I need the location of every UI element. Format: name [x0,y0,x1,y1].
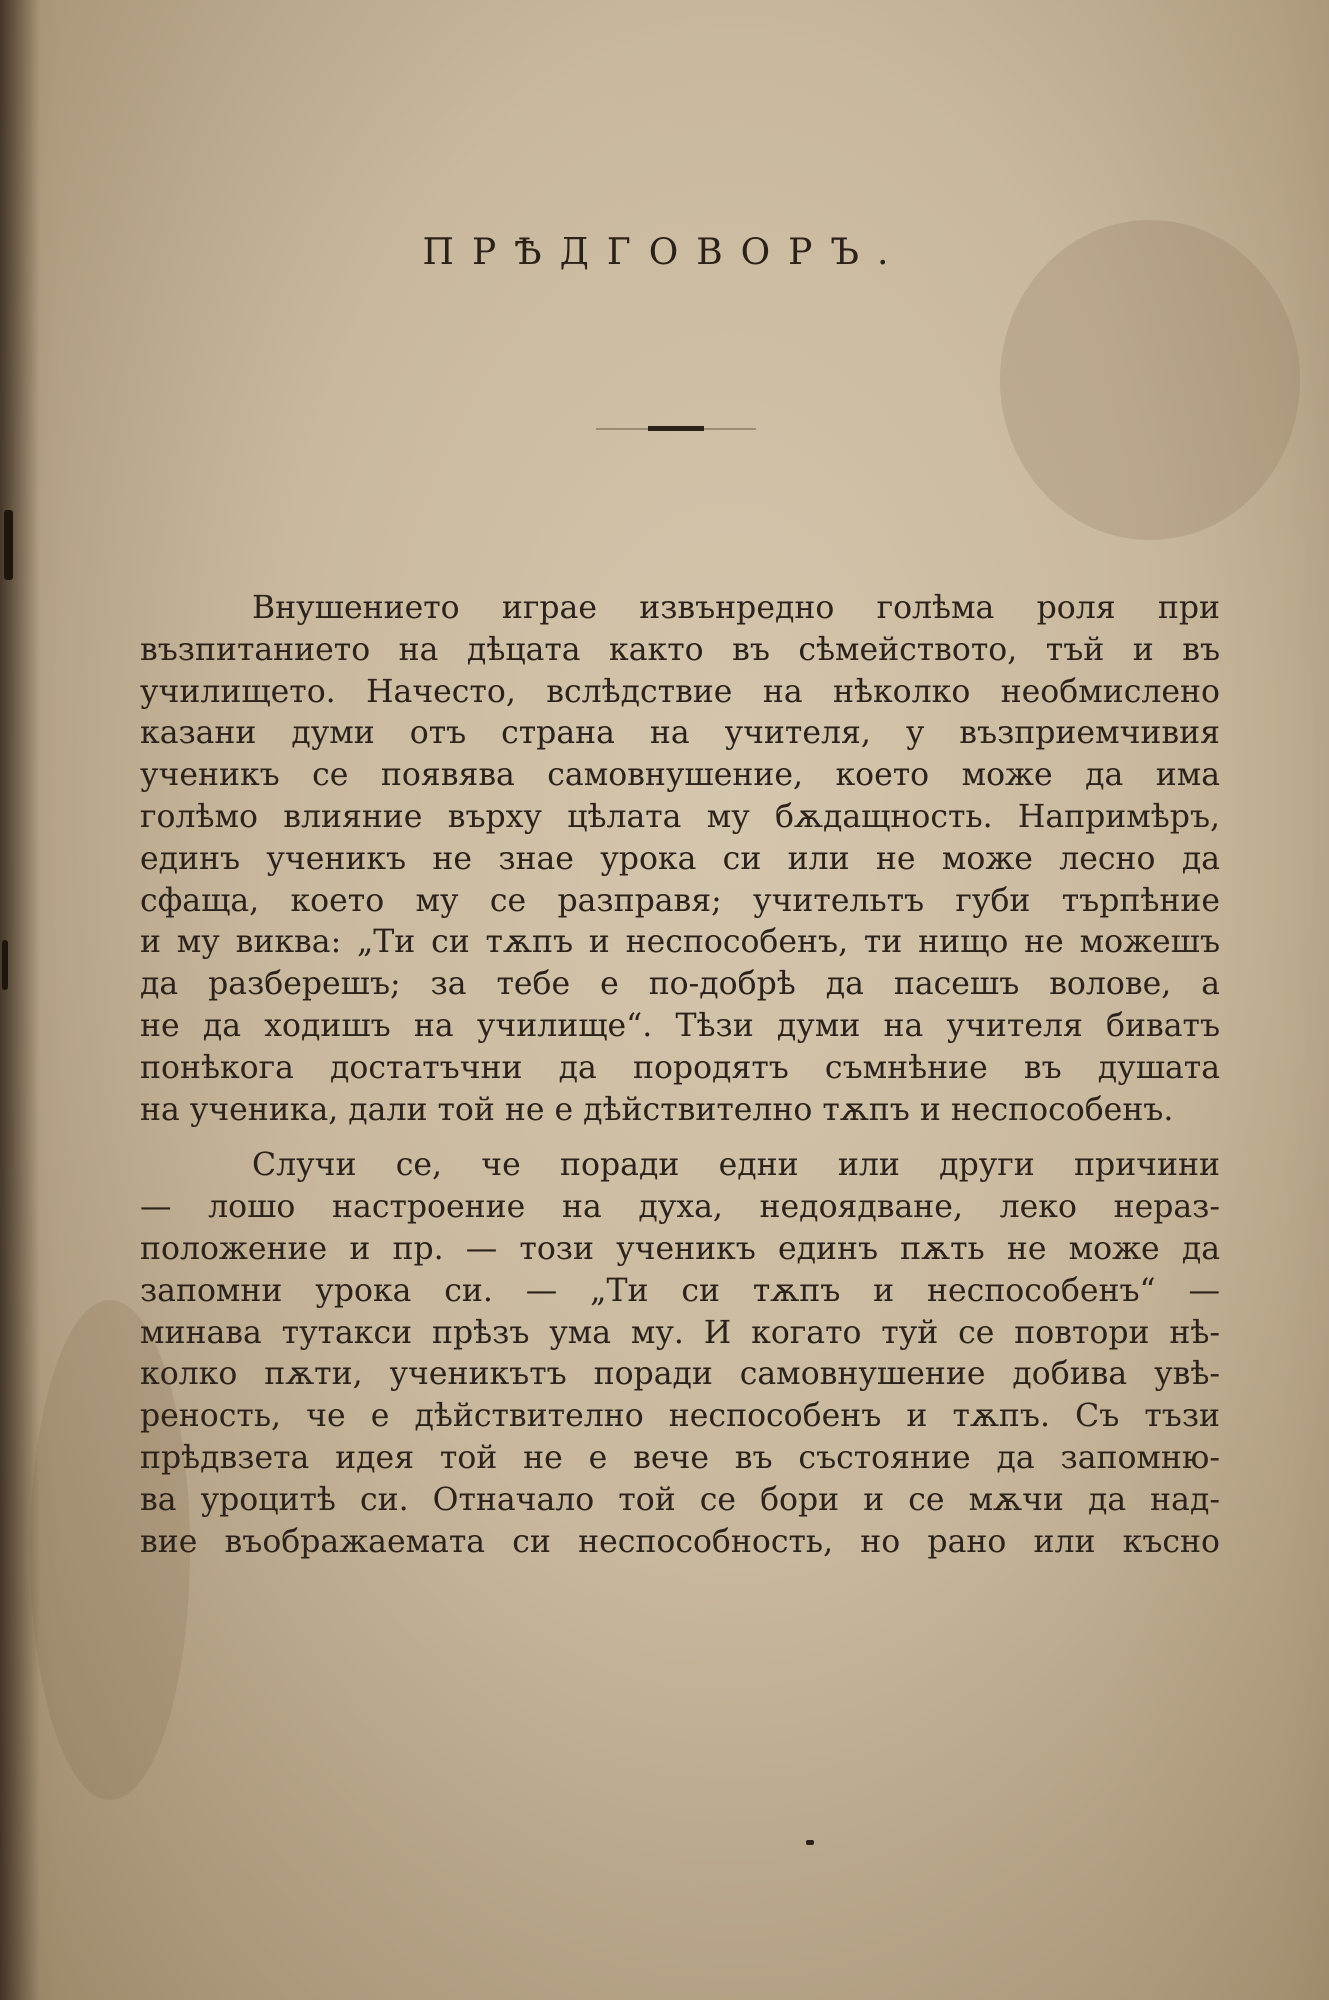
page-title: ПРѢДГОВОРЪ. [422,232,907,273]
text-line: да разберешъ; за тебе е по-добрѣ да пасешъ волове, а [140,966,1220,1003]
edge-mark [2,940,8,990]
text-line: училището. Начесто, вслѣдствие на нѣколко необмислено [140,673,1220,710]
text-line: положение и пр. — този ученикъ единъ пѫть не може да [140,1230,1220,1267]
text-line: сфаща, което му се разправя; учительтъ губи търпѣние [140,882,1220,919]
text-line: прѣдвзета идея той не е вече въ състояние да запомню- [140,1439,1220,1476]
page-mark [806,1840,814,1845]
text-line: възпитанието на дѣцата както въ сѣмейството, тъй и въ [140,631,1220,668]
text-line: ва уроцитѣ си. Отначало той се бори и се мѫчи да над- [140,1481,1220,1518]
text-line: Случи се, че поради едни или други причини [252,1147,1220,1184]
text-line: — лошо настроение на духа, недоядване, леко нераз- [140,1189,1220,1226]
text-line: и му виква: „Ти си тѫпъ и неспособенъ, ти нищо не можешъ [140,924,1220,961]
text-line: ученикъ се появява самовнушение, което може да има [140,757,1220,794]
text-line: колко пѫти, ученикътъ поради самовнушение добива увѣ- [140,1356,1220,1393]
body-text [140,588,1220,1563]
text-line: минава тутакси прѣзъ ума му. И когато туй се повтори нѣ- [140,1314,1220,1351]
text-line: на ученика, дали той не е дѣйствително тѫпъ и неспособенъ. [140,1091,1174,1128]
spine-shadow [0,0,40,2000]
edge-mark [4,510,13,580]
text-line: голѣмо влияние върху цѣлата му бѫдащность. Напримѣръ, [140,798,1220,835]
text-line: казани думи отъ страна на учителя, у възприемчивия [140,715,1220,752]
text-line: реность, че е дѣйствително неспособенъ и тѫпъ. Съ тъзи [140,1398,1220,1435]
text-line: единъ ученикъ не знае урока си или не може лесно да [140,840,1220,877]
text-line: не да ходишъ на училище“. Тѣзи думи на учителя биватъ [140,1007,1220,1044]
text-line: запомни урока си. — „Ти си тѫпъ и неспособенъ“ — [140,1272,1220,1309]
title-rule-center [648,426,704,431]
text-line: понѣкога достатъчни да породятъ съмнѣние въ душата [140,1049,1220,1086]
paragraph [140,588,1220,1131]
paragraph [140,1145,1220,1563]
text-line: вие въображаемата си неспособность, но рано или късно [140,1523,1220,1560]
text-line: Внушението играе извънредно голѣма роля при [252,590,1220,626]
